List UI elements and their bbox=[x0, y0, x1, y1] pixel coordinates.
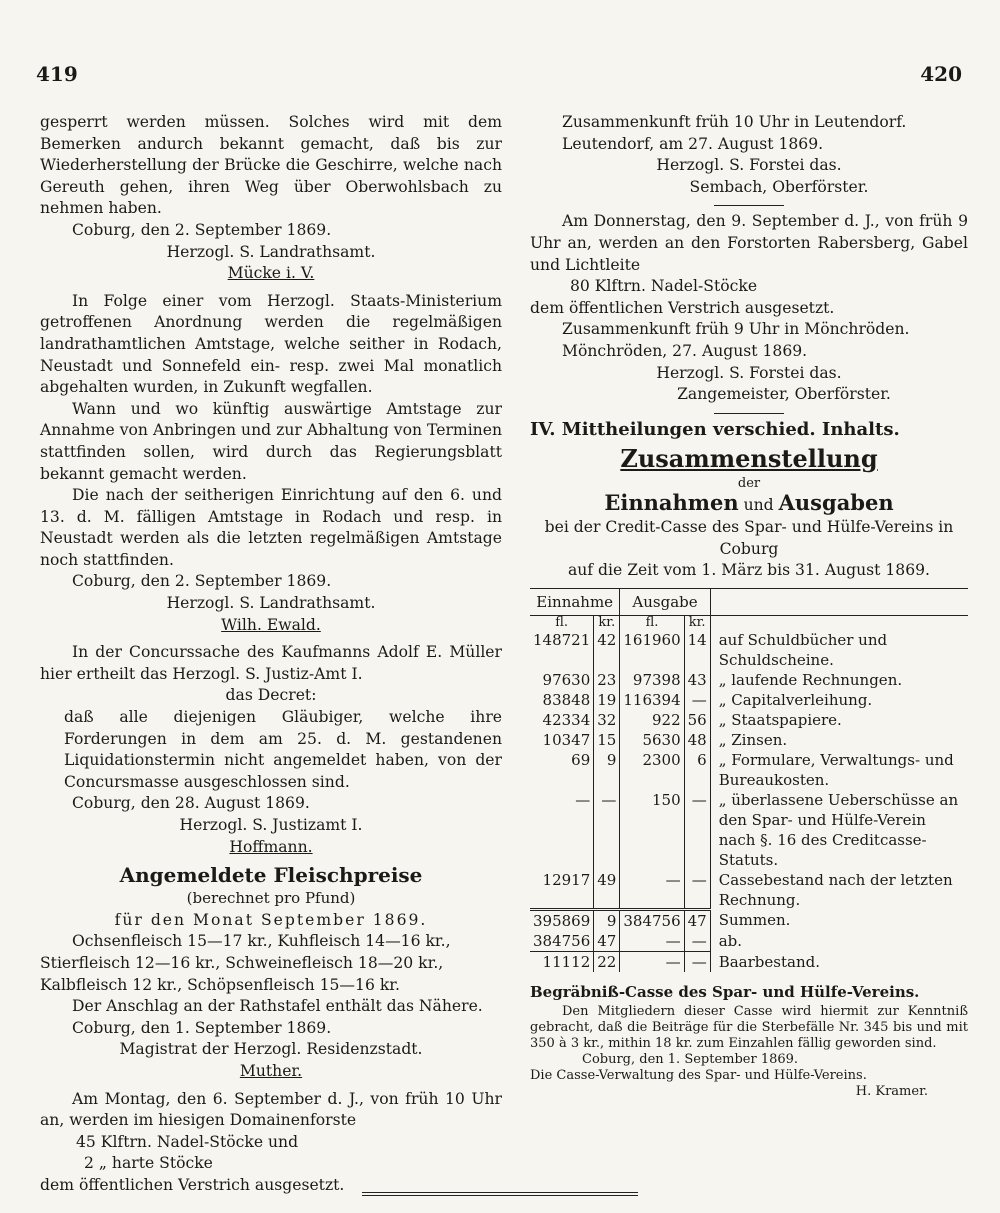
einnahme-fl-cell: — bbox=[575, 790, 591, 809]
column-header-ausgabe: Ausgabe bbox=[620, 588, 710, 615]
report-der: der bbox=[737, 476, 761, 492]
ausgabe-kr-cell: 48 bbox=[684, 730, 710, 750]
einnahme-kr-cell: 49 bbox=[594, 870, 620, 910]
ausgabe-fl-cell: — bbox=[620, 870, 684, 910]
ausgabe-kr-cell: — bbox=[684, 690, 710, 710]
table-row bbox=[530, 630, 968, 670]
ausgabe-fl-cell: 384756 bbox=[620, 910, 684, 932]
unit-spacer bbox=[710, 615, 968, 630]
burial-fund-signer: H. Kramer. bbox=[855, 1083, 928, 1099]
ausgabe-fl-cell: 5630 bbox=[620, 730, 684, 750]
amtstage-paragraph-3: Die nach der seitherigen Einrichtung auf den 6. und 13. d. M. fälligen Amtstage in Rodach und resp. in Neustadt werden als die letzten regelmäßigen Amtstage noch stattfinden. bbox=[40, 486, 502, 569]
amtstage-paragraph-1: In Folge einer vom Herzogl. Staats-Ministerium getroffenen Anordnung werden die regelmäßigen landrathamtlichen Amtstage, welche seither in Rodach, Neustadt und Sonnefeld ein- resp. zwei Mal monatlich abgehalten wurden, in Zukunft wegfallen. bbox=[40, 291, 502, 397]
einnahmen-word: Einnahmen bbox=[604, 490, 739, 516]
concurs-decret-body: daß alle diejenigen Gläubiger, welche ihre Forderungen in dem am 25. d. M. gestandenen Liquidationstermin nicht angemeldet haben, von der Concursmasse ausgeschlossen sind. bbox=[64, 708, 502, 791]
page-bottom-rule bbox=[362, 1192, 638, 1196]
einnahme-kr-cell: 42 bbox=[594, 630, 620, 670]
table-balance-row bbox=[530, 952, 968, 973]
accounts-table bbox=[530, 588, 968, 973]
wood-sale-item-1: 45 Klftrn. Nadel-Stöcke und bbox=[76, 1132, 299, 1151]
ausgabe-fl-cell: 97398 bbox=[620, 670, 684, 690]
einnahme-kr-cell: 15 bbox=[594, 730, 620, 750]
leutendorf-signer: Sembach, Oberförster. bbox=[689, 177, 869, 196]
meat-prices-month: für den Monat September 1869. bbox=[114, 910, 428, 929]
description-cell: „ Zinsen. bbox=[710, 730, 968, 750]
table-row bbox=[530, 750, 968, 790]
ausgabe-fl-cell: 2300 bbox=[620, 750, 684, 790]
report-period: auf die Zeit vom 1. März bis 31. August 1869. bbox=[567, 561, 931, 580]
unit-kr: kr. bbox=[594, 615, 620, 630]
meat-prices-subtitle: (berechnet pro Pfund) bbox=[186, 889, 356, 908]
report-title: Zusammenstellung bbox=[620, 444, 878, 474]
left-column bbox=[40, 112, 502, 1197]
description-cell: „ Staatspapiere. bbox=[710, 710, 968, 730]
einnahme-kr-cell: — bbox=[594, 790, 620, 870]
divider bbox=[714, 205, 784, 206]
monchroden-intro: Am Donnerstag, den 9. September d. J., von früh 9 Uhr an, werden an den Forstorten Rabersberg, Gabel und Lichtleite bbox=[530, 212, 968, 274]
burial-fund-admin: Die Casse-Verwaltung des Spar- und Hülfe-Vereins. bbox=[530, 1067, 867, 1083]
column-header-description bbox=[710, 588, 968, 615]
ausgabe-kr-cell: 14 bbox=[684, 630, 710, 670]
concurs-office: Herzogl. S. Justizamt I. bbox=[179, 816, 363, 834]
einnahme-fl-cell: 69 bbox=[571, 750, 591, 769]
wood-sale-item-2: 2 „ harte Stöcke bbox=[84, 1154, 213, 1173]
ausgaben-word: Ausgaben bbox=[778, 490, 894, 516]
bridge-notice-text: gesperrt werden müssen. Solches wird mit dem Bemerken andurch bekannt gemacht, daß bis zur Wiederherstellung der Brücke die Geschirre, welche nach Gereuth gehen, ihren Weg über Oberwohlsbach zu nehmen haben. bbox=[40, 113, 502, 218]
einnahme-kr-cell: 47 bbox=[594, 931, 620, 952]
einnahme-fl-cell: 83848 bbox=[542, 690, 591, 709]
meat-prices-line-3: Kalbfleisch 12 kr., Schöpsenfleisch 15—16 kr. bbox=[40, 975, 400, 994]
ausgabe-kr-cell: — bbox=[684, 952, 710, 973]
leutendorf-meeting: Zusammenkunft früh 10 Uhr in Leutendorf. bbox=[562, 113, 907, 131]
monchroden-end: dem öffentlichen Verstrich ausgesetzt. bbox=[530, 298, 835, 317]
page-number-right: 420 bbox=[920, 62, 962, 86]
einnahme-kr-cell: 9 bbox=[594, 750, 620, 790]
description-cell: „ Capitalverleihung. bbox=[710, 690, 968, 710]
amtstage-signer: Wilh. Ewald. bbox=[221, 615, 321, 634]
einnahme-fl-cell: 11112 bbox=[530, 952, 594, 973]
meat-prices-line-1: Ochsenfleisch 15—17 kr., Kuhfleisch 14—16 kr., bbox=[72, 932, 451, 951]
leutendorf-date: Leutendorf, am 27. August 1869. bbox=[562, 134, 824, 153]
table-row bbox=[530, 870, 968, 910]
meat-prices-note: Der Anschlag an der Rathstafel enthält das Nähere. bbox=[72, 997, 483, 1016]
table-unit-row bbox=[530, 615, 968, 630]
ausgabe-kr-cell: 47 bbox=[684, 910, 710, 932]
description-cell: Cassebestand nach der letzten Rechnung. bbox=[710, 870, 968, 910]
description-cell: Summen. bbox=[710, 910, 968, 932]
bridge-notice-office: Herzogl. S. Landrathsamt. bbox=[166, 242, 376, 261]
und-word: und bbox=[743, 496, 774, 515]
ausgabe-kr-cell: 43 bbox=[684, 670, 710, 690]
einnahme-kr-cell: 23 bbox=[594, 670, 620, 690]
description-cell: auf Schuldbücher und Schuldscheine. bbox=[710, 630, 968, 670]
ausgabe-kr-cell: — bbox=[684, 931, 710, 952]
concurs-signer: Hoffmann. bbox=[229, 837, 313, 856]
description-cell: „ Formulare, Verwaltungs- und Bureaukosten. bbox=[710, 750, 968, 790]
monchroden-item: 80 Klftrn. Nadel-Stöcke bbox=[570, 277, 758, 296]
wood-sale-end: dem öffentlichen Verstrich ausgesetzt. bbox=[40, 1175, 345, 1194]
ausgabe-fl-cell: 116394 bbox=[620, 690, 684, 710]
ausgabe-kr-cell: 6 bbox=[684, 750, 710, 790]
right-column bbox=[530, 112, 968, 1100]
burial-fund-text: Den Mitgliedern dieser Casse wird hiermit zur Kenntniß gebracht, daß die Beiträge für die Sterbefälle Nr. 345 bis und mit 350 à 3 kr., mithin 18 kr. zum Einzahlen fällig geworden sind. bbox=[530, 1003, 968, 1051]
unit-fl: fl. bbox=[620, 615, 684, 630]
ausgabe-fl-cell: 922 bbox=[620, 710, 684, 730]
meat-prices-signer: Muther. bbox=[239, 1061, 303, 1080]
einnahme-fl-cell: 148721 bbox=[533, 630, 591, 649]
meat-prices-line-2: Stierfleisch 12—16 kr., Schweinefleisch 18—20 kr., bbox=[40, 953, 444, 972]
einnahme-kr-cell: 22 bbox=[594, 952, 620, 973]
unit-fl: fl. bbox=[555, 614, 569, 630]
amtstage-office: Herzogl. S. Landrathsamt. bbox=[166, 594, 376, 613]
description-cell: „ laufende Rechnungen. bbox=[710, 670, 968, 690]
ausgabe-fl-cell: — bbox=[620, 931, 684, 952]
wood-sale-intro: Am Montag, den 6. September d. J., von früh 10 Uhr an, werden im hiesigen Domainenforste bbox=[40, 1089, 502, 1130]
report-institution: bei der Credit-Casse des Spar- und Hülfe-Vereins in Coburg bbox=[544, 517, 954, 558]
report-subtitle bbox=[530, 492, 968, 517]
description-cell: „ überlassene Ueberschüsse an den Spar- und Hülfe-Verein nach §. 16 des Creditcasse-Statuts. bbox=[710, 790, 968, 870]
burial-fund-date: Coburg, den 1. September 1869. bbox=[582, 1051, 799, 1067]
concurs-intro: In der Concurssache des Kaufmanns Adolf E. Müller hier ertheilt das Herzogl. S. Justiz-Amt I. bbox=[40, 643, 502, 683]
concurs-decret-label: das Decret: bbox=[225, 686, 317, 705]
description-cell: Baarbestand. bbox=[710, 952, 968, 973]
bridge-notice-signer: Mücke i. V. bbox=[227, 264, 315, 283]
monchroden-meeting: Zusammenkunft früh 9 Uhr in Mönchröden. bbox=[562, 320, 910, 339]
ausgabe-fl-cell: 150 bbox=[620, 790, 684, 870]
page-number-left: 419 bbox=[36, 62, 78, 86]
ausgabe-kr-cell: — bbox=[684, 790, 710, 870]
bridge-notice-date: Coburg, den 2. September 1869. bbox=[72, 220, 332, 239]
concurs-date: Coburg, den 28. August 1869. bbox=[72, 794, 310, 813]
leutendorf-office: Herzogl. S. Forstei das. bbox=[656, 156, 842, 175]
monchroden-office: Herzogl. S. Forstei das. bbox=[656, 363, 842, 382]
monchroden-date: Mönchröden, 27. August 1869. bbox=[562, 341, 808, 360]
ausgabe-fl-cell: — bbox=[620, 952, 684, 973]
einnahme-kr-cell: 9 bbox=[594, 910, 620, 932]
divider bbox=[714, 413, 784, 414]
amtstage-date: Coburg, den 2. September 1869. bbox=[72, 572, 332, 591]
einnahme-fl-cell: 384756 bbox=[533, 932, 591, 951]
einnahme-fl-cell: 395869 bbox=[530, 910, 594, 932]
table-row bbox=[530, 710, 968, 730]
table-header-row bbox=[530, 588, 968, 615]
description-cell: ab. bbox=[710, 931, 968, 952]
meat-prices-office: Magistrat der Herzogl. Residenzstadt. bbox=[119, 1040, 423, 1059]
table-sum-row bbox=[530, 910, 968, 932]
ausgabe-kr-cell: — bbox=[684, 870, 710, 910]
einnahme-fl-cell: 42334 bbox=[542, 710, 591, 729]
table-row bbox=[530, 790, 968, 870]
burial-fund-title: Begräbniß-Casse des Spar- und Hülfe-Vereins. bbox=[530, 983, 920, 1002]
column-header-einnahme: Einnahme bbox=[530, 588, 620, 615]
ausgabe-fl-cell: 161960 bbox=[620, 630, 684, 670]
einnahme-kr-cell: 32 bbox=[594, 710, 620, 730]
einnahme-fl-cell: 10347 bbox=[542, 730, 591, 749]
einnahme-fl-cell: 97630 bbox=[542, 670, 591, 689]
table-row bbox=[530, 670, 968, 690]
meat-prices-date: Coburg, den 1. September 1869. bbox=[72, 1018, 332, 1037]
einnahme-kr-cell: 19 bbox=[594, 690, 620, 710]
meat-prices-title: Angemeldete Fleischpreise bbox=[119, 863, 423, 888]
einnahme-fl-cell: 12917 bbox=[542, 870, 591, 889]
table-deduction-row bbox=[530, 931, 968, 952]
table-row bbox=[530, 690, 968, 710]
amtstage-paragraph-2: Wann und wo künftig auswärtige Amtstage zur Annahme von Anbringen und zur Abhaltung von Terminen stattfinden sollen, wird durch das Regierungsblatt bekannt gemacht werden. bbox=[40, 399, 502, 483]
section-heading: IV. Mittheilungen verschied. Inhalts. bbox=[530, 418, 900, 440]
monchroden-signer: Zangemeister, Oberförster. bbox=[677, 385, 891, 404]
ausgabe-kr-cell: 56 bbox=[684, 710, 710, 730]
table-row bbox=[530, 730, 968, 750]
unit-kr: kr. bbox=[684, 615, 710, 630]
